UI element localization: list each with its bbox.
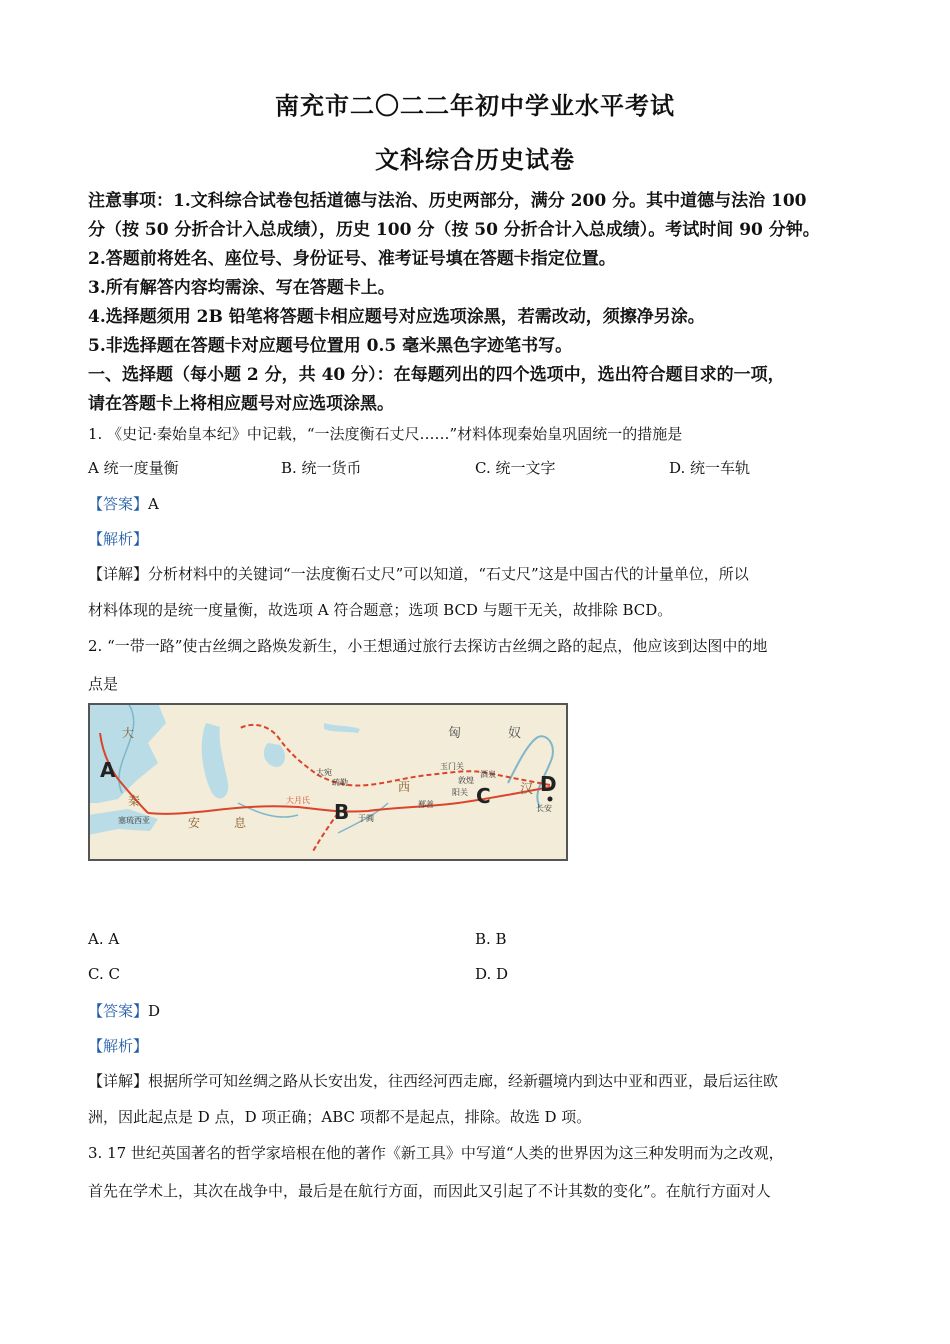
q1-answer-tag: 【答案】 bbox=[88, 495, 149, 513]
map-place-xi: 息 bbox=[234, 816, 247, 830]
map-place-dunhuang: 敦煌 bbox=[458, 776, 474, 785]
q1-detail-text: 分析材料中的关键词“一法度衡石丈尺”可以知道，“石丈尺”这是中国古代的计量单位，所以 bbox=[148, 565, 749, 583]
map-place-yangguan: 阳关 bbox=[452, 788, 468, 797]
q1-stem: 1. 《史记·秦始皇本纪》中记载，“一法度衡石丈尺……”材料体现秦始皇巩固统一的措施是 bbox=[88, 425, 683, 443]
map-point-b: B bbox=[334, 800, 350, 824]
q2-stem-2: 点是 bbox=[88, 675, 119, 693]
notice-line-2: 分（按 50 分折合计入总成绩），历史 100 分（按 50 分折合计入总成绩）。考试时间 90 分钟。 bbox=[88, 220, 820, 240]
q2-detail-1 bbox=[88, 1070, 778, 1091]
q2-option-a: A. A bbox=[88, 930, 120, 948]
exam-subtitle: 文科综合历史试卷 bbox=[375, 145, 575, 174]
q2-stem-1: 2. “一带一路”使古丝绸之路焕发新生，小王想通过旅行去探访古丝绸之路的起点，他应该到达图中的地 bbox=[88, 637, 768, 655]
map-place-xiyu: 西 bbox=[398, 780, 411, 794]
map-point-a: A bbox=[100, 758, 116, 782]
map-place-shanshan: 鄯善 bbox=[418, 800, 434, 809]
map-place-changan: 长安 bbox=[536, 804, 552, 813]
q1-analysis-tag: 【解析】 bbox=[88, 530, 149, 548]
q2-option-d: D. D bbox=[475, 965, 509, 983]
q3-line-2: 首先在学术上，其次在战争中，最后是在航行方面，而因此又引起了不计其数的变化”。在航行方面对人 bbox=[88, 1182, 771, 1200]
q1-detail-tag: 【详解】 bbox=[88, 565, 149, 583]
q2-answer-value: D bbox=[148, 1002, 161, 1020]
notice-line-4: 3.所有解答内容均需涂、写在答题卡上。 bbox=[88, 278, 395, 298]
q1-option-b: B. 统一货币 bbox=[281, 459, 362, 477]
section-heading-1: 一、选择题（每小题 2 分，共 40 分）：在每题列出的四个选项中，选出符合题目求的一项， bbox=[88, 365, 785, 385]
q3-line-1: 3. 17 世纪英国著名的哲学家培根在他的著作《新工具》中写道“人类的世界因为这三种发明而为之改观， bbox=[88, 1144, 784, 1162]
map-place-han: 汉 bbox=[520, 782, 534, 797]
q1-option-a: A 统一度量衡 bbox=[88, 459, 179, 477]
notice-line-5: 4.选择题须用 2B 铅笔将答题卡相应题号对应选项涂黑，若需改动，须擦净另涂。 bbox=[88, 307, 705, 327]
q2-detail-tag: 【详解】 bbox=[88, 1072, 149, 1090]
q1-option-c: C. 统一文字 bbox=[475, 459, 556, 477]
notice-line-3: 2.答题前将姓名、座位号、身份证号、准考证号填在答题卡指定位置。 bbox=[88, 249, 616, 269]
q1-detail-1 bbox=[88, 563, 749, 584]
map-place-dayuezhi: 大月氏 bbox=[286, 796, 310, 805]
q2-answer-tag: 【答案】 bbox=[88, 1002, 149, 1020]
q1-option-d: D. 统一车轨 bbox=[669, 459, 751, 477]
map-place-yutian: 于阗 bbox=[358, 814, 374, 823]
map-place-shule: 疏勒 bbox=[332, 778, 348, 787]
section-heading-2: 请在答题卡上将相应题号对应选项涂黑。 bbox=[88, 394, 394, 414]
changan-dot bbox=[548, 797, 553, 802]
q1-answer-value: A bbox=[148, 495, 159, 513]
map-place-xiong: 匈 bbox=[448, 726, 462, 741]
map-place-jiuquan: 酒泉 bbox=[480, 770, 496, 779]
q2-analysis-tag: 【解析】 bbox=[88, 1037, 149, 1055]
map-place-yumenguan: 玉门关 bbox=[440, 762, 464, 771]
map-point-c: C bbox=[476, 784, 491, 808]
notice-line-6: 5.非选择题在答题卡对应题号位置用 0.5 毫米黑色字迹笔书写。 bbox=[88, 336, 573, 356]
map-place-dayuan: 大宛 bbox=[316, 768, 332, 777]
notice-line-1: 注意事项：1.文科综合试卷包括道德与法治、历史两部分，满分 200 分。其中道德与法治 100 bbox=[88, 191, 807, 211]
q2-detail-text: 根据所学可知丝绸之路从长安出发，往西经河西走廊，经新疆境内到达中亚和西亚，最后运往欧 bbox=[148, 1072, 779, 1090]
q2-answer bbox=[88, 1000, 160, 1021]
q1-detail-2: 材料体现的是统一度量衡，故选项 A 符合题意；选项 BCD 与题干无关，故排除 BCD。 bbox=[88, 601, 673, 619]
q1-answer bbox=[88, 493, 159, 514]
silk-road-map bbox=[88, 703, 568, 861]
map-place-seleucia: 塞琉西亚 bbox=[118, 816, 150, 825]
q2-detail-2: 洲，因此起点是 D 点，D 项正确；ABC 项都不是起点，排除。故选 D 项。 bbox=[88, 1108, 592, 1126]
map-place-nu: 奴 bbox=[508, 726, 522, 741]
map-point-d: D bbox=[540, 772, 557, 796]
map-place-da: 大 bbox=[122, 726, 135, 740]
map-place-qin: 秦 bbox=[128, 794, 141, 808]
exam-title: 南充市二〇二二年初中学业水平考试 bbox=[275, 91, 675, 120]
q2-option-b: B. B bbox=[475, 930, 507, 948]
q2-option-c: C. C bbox=[88, 965, 120, 983]
map-place-an: 安 bbox=[188, 816, 201, 830]
